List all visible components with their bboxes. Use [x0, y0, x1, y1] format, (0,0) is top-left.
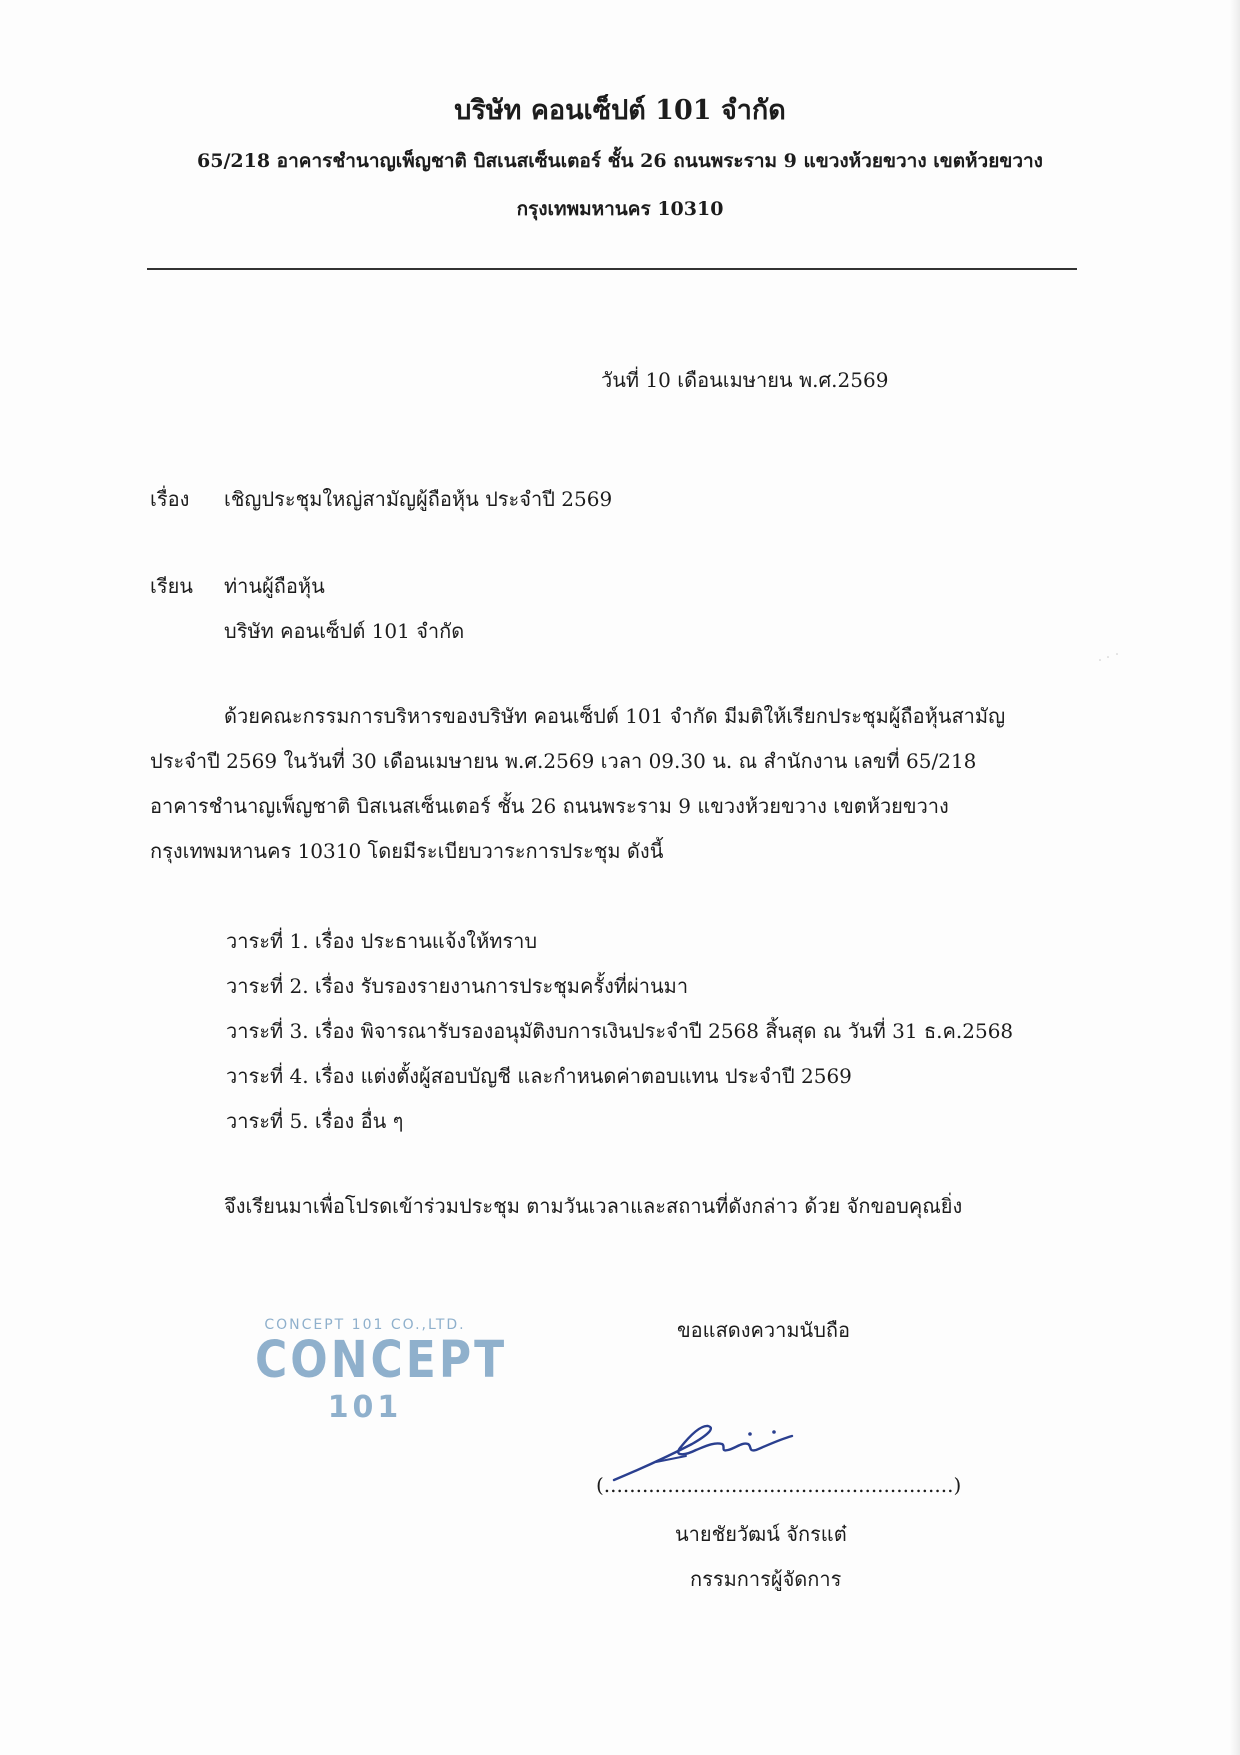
recipient-label: เรียน — [150, 574, 193, 598]
agenda-item: วาระที่ 5. เรื่อง อื่น ๆ — [226, 1109, 404, 1133]
subject-label: เรื่อง — [150, 487, 190, 511]
body-line: กรุงเทพมหานคร 10310 โดยมีระเบียบวาระการประชุม ดังนี้ — [150, 839, 664, 863]
agenda-item: วาระที่ 4. เรื่อง แต่งตั้งผู้สอบบัญชี และกำหนดค่าตอบแทน ประจำปี 2569 — [226, 1064, 852, 1088]
signer-name: นายชัยวัฒน์ จักรแต๋ — [675, 1522, 847, 1546]
recipient-line2: บริษัท คอนเซ็ปต์ 101 จำกัด — [224, 619, 465, 643]
page-edge-shadow — [1230, 0, 1240, 1755]
signer-position: กรรมการผู้จัดการ — [690, 1567, 842, 1591]
agenda-item: วาระที่ 2. เรื่อง รับรองรายงานการประชุมครั้งที่ผ่านมา — [226, 974, 689, 998]
recipient-line1: ท่านผู้ถือหุ้น — [224, 574, 325, 598]
agenda-item: วาระที่ 1. เรื่อง ประธานแจ้งให้ทราบ — [226, 929, 538, 953]
company-address-line1: 65/218 อาคารชำนาญเพ็ญชาติ บิสเนสเซ็นเตอร์ ชั้น 26 ถนนพระราม 9 แขวงห้วยขวาง เขตห้วยขวาง — [197, 150, 1043, 172]
company-name: บริษัท คอนเซ็ปต์ 101 จำกัด — [454, 95, 786, 126]
subject-text: เชิญประชุมใหญ่สามัญผู้ถือหุ้น ประจำปี 2569 — [224, 487, 613, 511]
closing-sentence: จึงเรียนมาเพื่อโปรดเข้าร่วมประชุม ตามวันเวลาและสถานที่ดังกล่าว ด้วย จักขอบคุณยิ่ง — [224, 1194, 963, 1218]
signature-line: (.......................................................) — [596, 1473, 962, 1497]
body-line: ด้วยคณะกรรมการบริหารของบริษัท คอนเซ็ปต์ 101 จำกัด มีมติให้เรียกประชุมผู้ถือหุ้นสามัญ — [224, 704, 1006, 728]
stamp-number-text: 101 — [327, 1390, 403, 1425]
header-divider — [147, 268, 1077, 270]
regards-text: ขอแสดงความนับถือ — [677, 1318, 851, 1342]
letter-date: วันที่ 10 เดือนเมษายน พ.ศ.2569 — [601, 368, 889, 392]
stamp-company-text: CONCEPT 101 CO.,LTD. — [264, 1317, 466, 1333]
stamp-logo-text: CONCEPT — [255, 1331, 508, 1390]
body-line: อาคารชำนาญเพ็ญชาติ บิสเนสเซ็นเตอร์ ชั้น 26 ถนนพระราม 9 แขวงห้วยขวาง เขตห้วยขวาง — [150, 794, 949, 818]
company-stamp — [255, 1315, 508, 1435]
paper-specks — [1098, 652, 1122, 664]
body-line: ประจำปี 2569 ในวันที่ 30 เดือนเมษายน พ.ศ.2569 เวลา 09.30 น. ณ สำนักงาน เลขที่ 65/218 — [150, 749, 977, 773]
company-address-line2: กรุงเทพมหานคร 10310 — [516, 198, 724, 220]
agenda-item: วาระที่ 3. เรื่อง พิจารณารับรองอนุมัติงบการเงินประจำปี 2568 สิ้นสุด ณ วันที่ 31 ธ.ค.2568 — [226, 1019, 1014, 1043]
